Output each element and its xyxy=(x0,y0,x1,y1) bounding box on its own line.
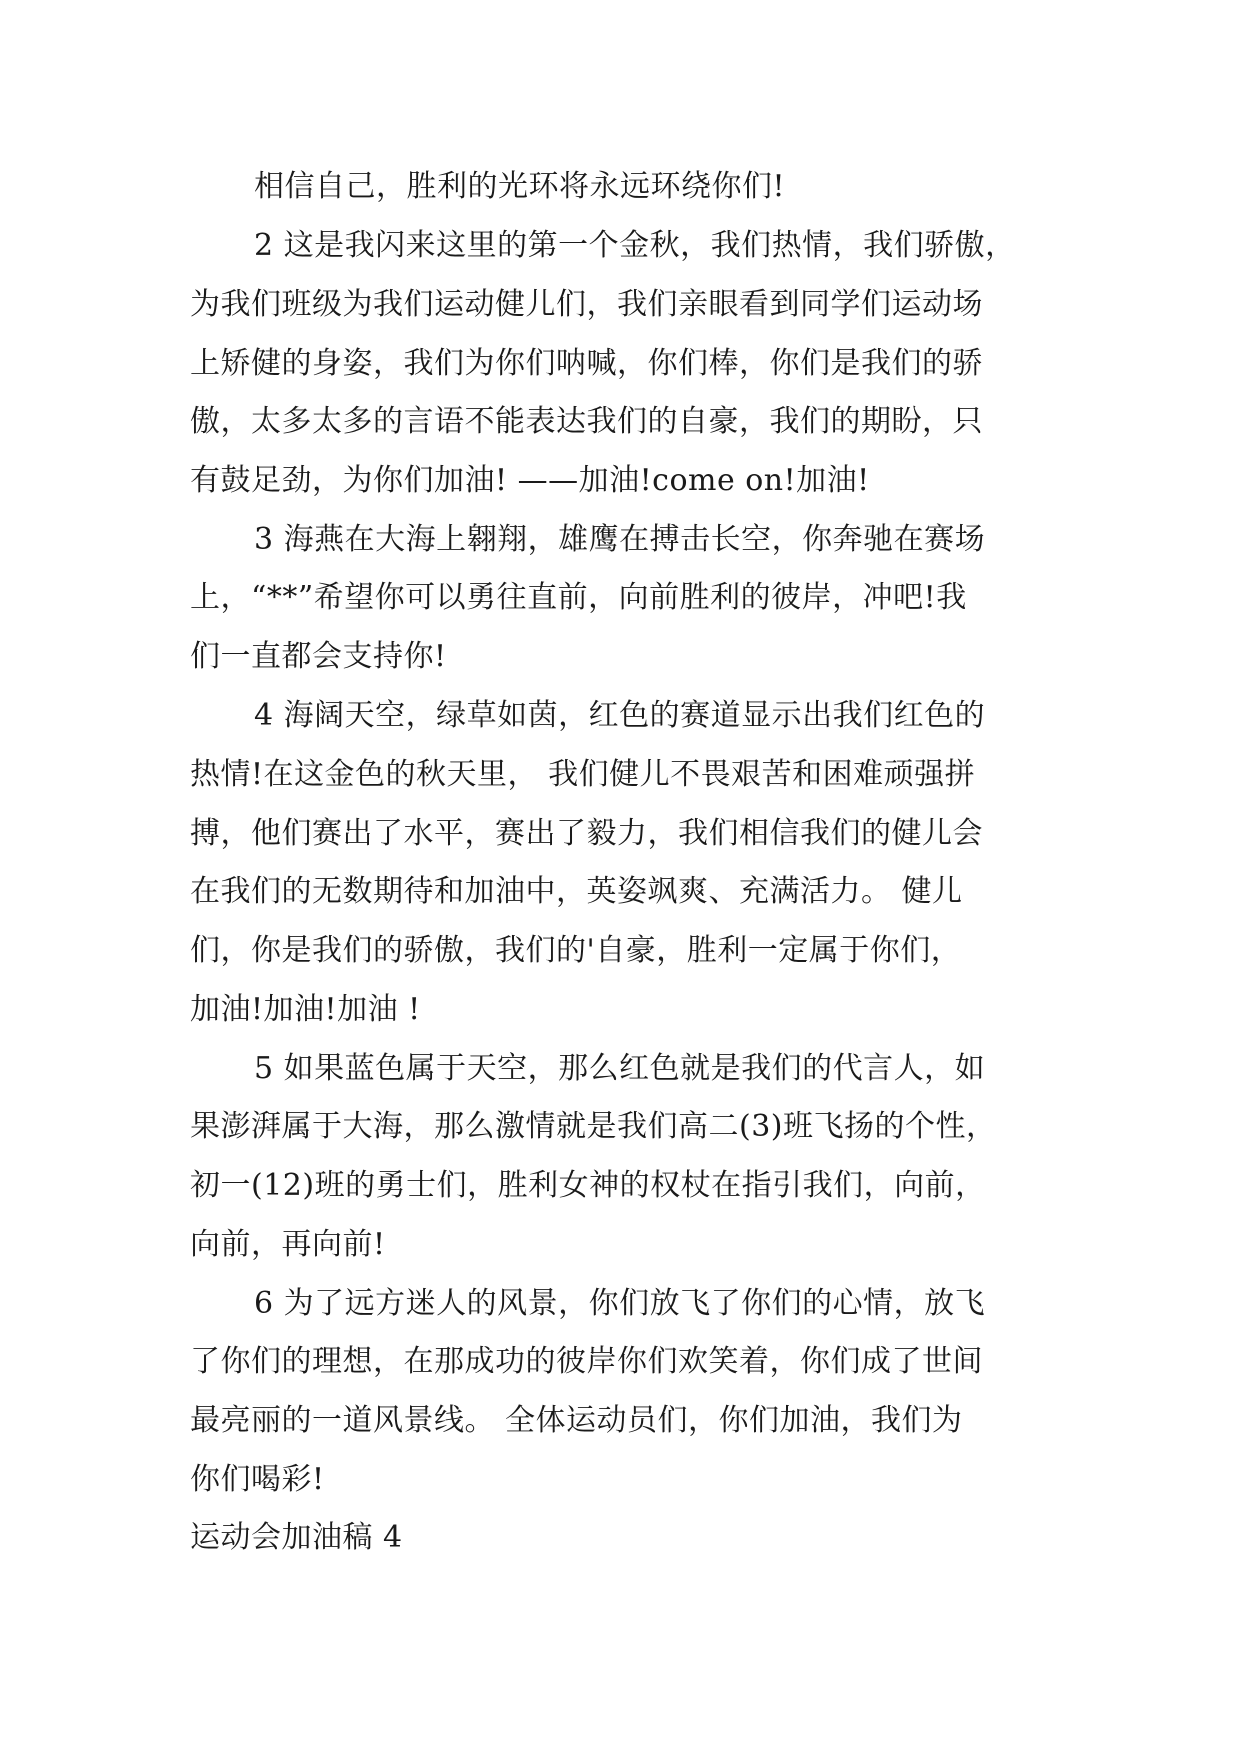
paragraph-line: 有鼓足劲，为你们加油! ——加油!come on!加油! xyxy=(190,463,870,498)
paragraph-line: 加油!加油!加油 ! xyxy=(190,992,421,1027)
paragraph-line: 4 海阔天空，绿草如茵，红色的赛道显示出我们红色的 xyxy=(254,698,986,733)
paragraph-line: 2 这是我闪来这里的第一个金秋，我们热情，我们骄傲， xyxy=(254,228,1016,263)
paragraph-line: 们一直都会支持你! xyxy=(190,639,447,674)
paragraph-line: 5 如果蓝色属于天空，那么红色就是我们的代言人，如 xyxy=(254,1051,986,1086)
paragraph-line: 热情!在这金色的秋天里， 我们健儿不畏艰苦和困难顽强拼 xyxy=(190,757,976,792)
paragraph-line: 你们喝彩! xyxy=(190,1462,325,1497)
section-heading: 运动会加油稿 4 xyxy=(190,1520,403,1555)
paragraph-line: 搏，他们赛出了水平，赛出了毅力，我们相信我们的健儿会 xyxy=(190,816,983,851)
paragraph-line: 初一(12)班的勇士们，胜利女神的权杖在指引我们，向前， xyxy=(190,1168,986,1203)
paragraph-line: 最亮丽的一道风景线。 全体运动员们，你们加油，我们为 xyxy=(190,1403,963,1438)
paragraph-line: 傲，太多太多的言语不能表达我们的自豪，我们的期盼，只 xyxy=(190,404,983,439)
paragraph-line: 6 为了远方迷人的风景，你们放飞了你们的心情，放飞 xyxy=(254,1286,986,1321)
paragraph-line: 3 海燕在大海上翱翔，雄鹰在搏击长空，你奔驰在赛场 xyxy=(254,522,986,557)
paragraph-line: 为我们班级为我们运动健儿们，我们亲眼看到同学们运动场 xyxy=(190,287,983,322)
paragraph-line: 了你们的理想，在那成功的彼岸你们欢笑着，你们成了世间 xyxy=(190,1344,983,1379)
paragraph-line: 相信自己，胜利的光环将永远环绕你们! xyxy=(254,169,786,204)
paragraph-line: 上矫健的身姿，我们为你们呐喊，你们棒，你们是我们的骄 xyxy=(190,346,983,381)
paragraph-line: 在我们的无数期待和加油中，英姿飒爽、充满活力。 健儿 xyxy=(190,874,963,909)
paragraph-line: 上，“**”希望你可以勇往直前，向前胜利的彼岸，冲吧!我 xyxy=(190,580,967,615)
paragraph-line: 果澎湃属于大海，那么激情就是我们高二(3)班飞扬的个性， xyxy=(190,1109,997,1144)
paragraph-line: 们，你是我们的骄傲，我们的'自豪，胜利一定属于你们， xyxy=(190,933,962,968)
paragraph-line: 向前，再向前! xyxy=(190,1227,386,1262)
